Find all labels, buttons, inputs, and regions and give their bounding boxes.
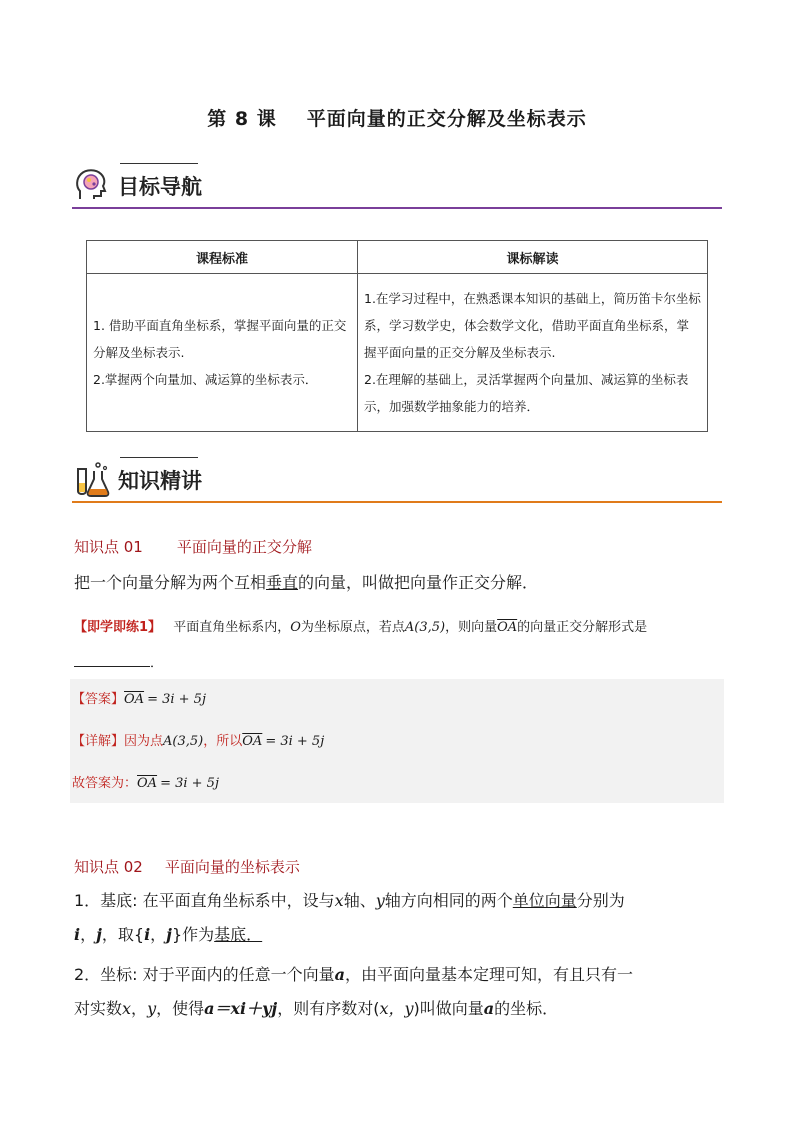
text: 因为点 <box>124 734 164 749</box>
text: 1．基底: 在平面直角坐标系中，设与 <box>74 891 335 910</box>
lesson-topic: 平面向量的正交分解及坐标表示 <box>306 108 587 130</box>
standard-item-1: 1. 借助平面直角坐标系，掌握平面向量的正交分解及坐标表示. <box>93 318 347 360</box>
text: ，则向量 <box>445 620 498 635</box>
section-label-knowledge: 知识精讲 <box>118 469 202 493</box>
vector-i: i <box>144 925 151 944</box>
final-answer-line <box>72 774 219 794</box>
text: 轴、 <box>343 891 376 910</box>
final-answer-label: 故答案为： <box>72 776 138 791</box>
vector-j: j <box>166 925 172 944</box>
math-pair: x，y <box>379 999 414 1018</box>
coordinate-equation: a＝xi＋yj <box>204 999 278 1018</box>
answer-line <box>72 690 206 710</box>
math-var: y <box>375 891 385 910</box>
table-row <box>87 274 708 432</box>
section-header-knowledge <box>72 455 722 503</box>
kp2-title: 平面向量的坐标表示 <box>164 858 300 876</box>
kp2-label: 知识点 02 <box>74 858 143 876</box>
kp2-heading <box>74 856 300 877</box>
section-label-goals: 目标导航 <box>118 175 202 199</box>
detail-tag: 【详解】 <box>72 734 125 749</box>
section-rule-purple <box>72 207 722 209</box>
kp2-para-2 <box>74 964 633 986</box>
answer-tag: 【答案】 <box>72 692 125 707</box>
text: ，由平面向量基本定理可知，有且只有一 <box>345 965 634 984</box>
vector-oa: $\overline{OA}$ <box>242 734 263 749</box>
math-var: x <box>334 891 344 910</box>
interpret-item-1: 1.在学习过程中，在熟悉课本知识的基础上，简历笛卡尔坐标系，学习数学史，体会数学文化，借助平面直角坐标系，掌握平面向量的正交分解及坐标表示. <box>364 291 701 360</box>
vector-j: j <box>96 925 102 944</box>
underlined-term: 垂直 <box>266 573 299 592</box>
text: ， <box>80 925 97 944</box>
text: 的向量，叫做把向量作正交分解． <box>298 573 539 592</box>
text: )叫做向量 <box>413 999 484 1018</box>
text: 对实数 <box>74 999 123 1018</box>
text: ， <box>150 925 167 944</box>
standard-item-2: 2.掌握两个向量加、减运算的坐标表示． <box>93 372 318 387</box>
text: 2．坐标: 对于平面内的任意一个向量 <box>74 965 335 984</box>
underlined-term: 基底． <box>214 925 263 944</box>
math-point: A(3,5) <box>163 734 204 749</box>
kp1-definition <box>74 572 538 594</box>
text: 的坐标． <box>494 999 559 1018</box>
vector-a: a <box>483 999 495 1018</box>
text: ，所以 <box>203 734 243 749</box>
section-overline <box>120 163 198 164</box>
text: 分别为 <box>576 891 625 910</box>
brain-head-icon <box>72 165 112 205</box>
section-overline <box>120 457 198 458</box>
vector-oa: $\overline{OA}$ <box>137 776 158 791</box>
interpret-item-2: 2.在理解的基础上，灵活掌握两个向量加、减运算的坐标表示，加强数学抽象能力的培养． <box>364 372 689 414</box>
text: ， <box>131 999 148 1018</box>
page-title <box>0 104 794 131</box>
answer-blank-line <box>74 652 163 674</box>
vector-oa: $\overline{OA}$ <box>124 692 145 707</box>
kp1-title: 平面向量的正交分解 <box>176 538 312 556</box>
table-cell <box>87 274 358 432</box>
vector-i: i <box>74 925 81 944</box>
table-cell <box>358 274 708 432</box>
vector-a: a <box>334 965 346 984</box>
detail-expression: = 3i + 5j <box>265 734 325 749</box>
table-header-row <box>87 241 708 274</box>
kp1-heading <box>74 536 312 557</box>
kp2-para-1b <box>74 924 262 946</box>
kp1-label: 知识点 01 <box>74 538 143 556</box>
kp2-para-2b <box>74 998 558 1020</box>
vector-oa: $\overline{OA}$ <box>497 620 518 635</box>
section-header-goals <box>72 161 722 209</box>
section-rule-orange <box>72 501 722 503</box>
lesson-number: 第 8 课 <box>207 108 277 130</box>
practice-question <box>74 618 724 638</box>
text: 为坐标原点，若点 <box>300 620 405 635</box>
detail-line <box>72 732 324 752</box>
math-var: O <box>290 620 301 635</box>
final-expression: = 3i + 5j <box>160 776 219 791</box>
text: ，则有序数对( <box>277 999 380 1018</box>
text: 把一个向量分解为两个互相 <box>74 573 267 592</box>
math-var: x <box>122 999 132 1018</box>
math-point: A(3,5) <box>404 620 446 635</box>
text: }作为 <box>171 925 215 944</box>
text: 平面直角坐标系内， <box>173 620 291 635</box>
math-var: y <box>147 999 157 1018</box>
table-header: 课标解读 <box>358 241 708 274</box>
answer-expression: = 3i + 5j <box>147 692 206 707</box>
practice-tag: 【即学即练1】 <box>74 620 162 635</box>
lab-flask-icon <box>72 459 112 499</box>
text: ，使得 <box>156 999 205 1018</box>
kp2-para-1 <box>74 890 724 912</box>
answer-blank <box>74 652 150 667</box>
table-header: 课程标准 <box>87 241 358 274</box>
underlined-term: 单位向量 <box>512 891 577 910</box>
standards-table <box>86 240 708 432</box>
text: ，取{ <box>101 925 145 944</box>
text: 的向量正交分解形式是 <box>517 620 648 635</box>
text: ． <box>150 656 164 671</box>
text: 轴方向相同的两个 <box>384 891 513 910</box>
